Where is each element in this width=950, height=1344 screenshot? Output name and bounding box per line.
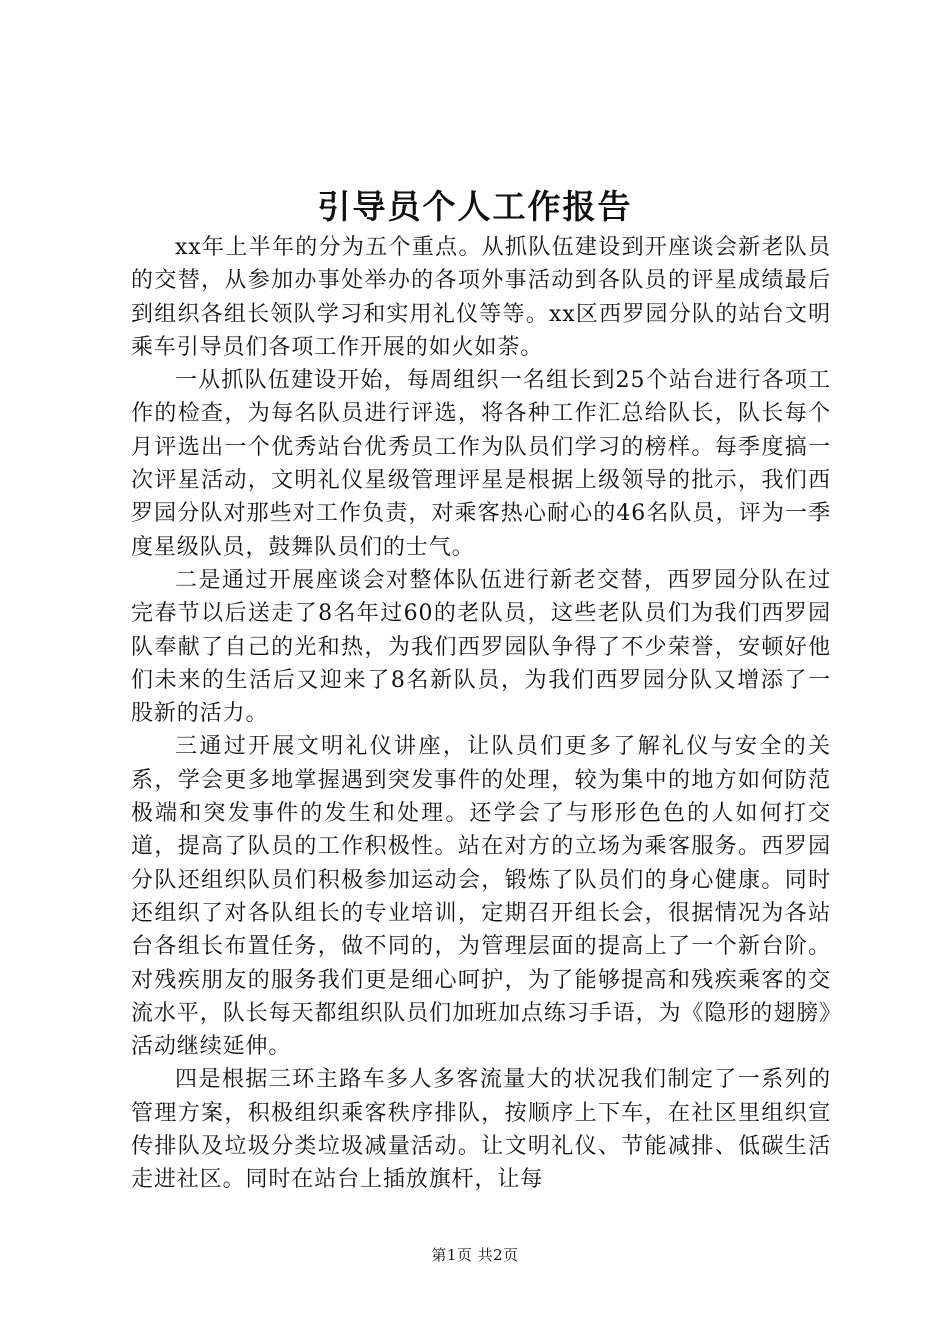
document-body bbox=[131, 231, 831, 1197]
page-number-footer: 第1页 共2页 bbox=[431, 1246, 519, 1264]
paragraph-etiquette-training: 三通过开展文明礼仪讲座，让队员们更多了解礼仪与安全的关系，学会更多地掌握遇到突发事件的处理，较为集中的地方如何防范极端和突发事件的发生和处理。还学会了与形形色色的人如何打交道，提高了队员的工作积极性。站在对方的立场为乘客服务。西罗园分队还组织队员们积极参加运动会，锻炼了队员们的身心健康。同时还组织了对各队组长的专业培训，定期召开组长会，很据情况为各站台各组长布置任务，做不同的，为管理层面的提高上了一个新台阶。对残疾朋友的服务我们更是细心呵护，为了能够提高和残疾乘客的交流水平，队长每天都组织队员们加班加点练习手语，为《隐形的翅膀》活动继续延伸。 bbox=[131, 734, 831, 1060]
paragraph-management-plan: 四是根据三环主路车多人多客流量大的状况我们制定了一系列的管理方案，积极组织乘客秩序排队，按顺序上下车，在社区里组织宣传排队及垃圾分类垃圾减量活动。让文明礼仪、节能减排、低碳生活走进社区。同时在站台上插放旗杆，让每 bbox=[131, 1067, 831, 1193]
document-title: 引导员个人工作报告 bbox=[317, 187, 633, 226]
paragraph-team-building: 一从抓队伍建设开始，每周组织一名组长到25个站台进行各项工作的检查，为每名队员进行评选，将各种工作汇总给队长，队长每个月评选出一个优秀站台优秀员工作为队员们学习的榜样。每季度搞一次评星活动，文明礼仪星级管理评星是根据上级领导的批示，我们西罗园分队对那些对工作负责，对乘客热心耐心的46名队员，评为一季度星级队员，鼓舞队员们的士气。 bbox=[131, 368, 831, 560]
paragraph-intro: xx年上半年的分为五个重点。从抓队伍建设到开座谈会新老队员的交替，从参加办事处举办的各项外事活动到各队员的评星成绩最后到组织各组长领队学习和实用礼仪等等。xx区西罗园分队的站台文明乘车引导员们各项工作开展的如火如荼。 bbox=[131, 235, 831, 360]
paragraph-member-rotation: 二是通过开展座谈会对整体队伍进行新老交替，西罗园分队在过完春节以后送走了8名年过60的老队员，这些老队员们为我们西罗园队奉献了自己的光和热，为我们西罗园队争得了不少荣誉，安顿好他们未来的生活后又迎来了8名新队员，为我们西罗园分队又增添了一股新的活力。 bbox=[131, 567, 831, 727]
